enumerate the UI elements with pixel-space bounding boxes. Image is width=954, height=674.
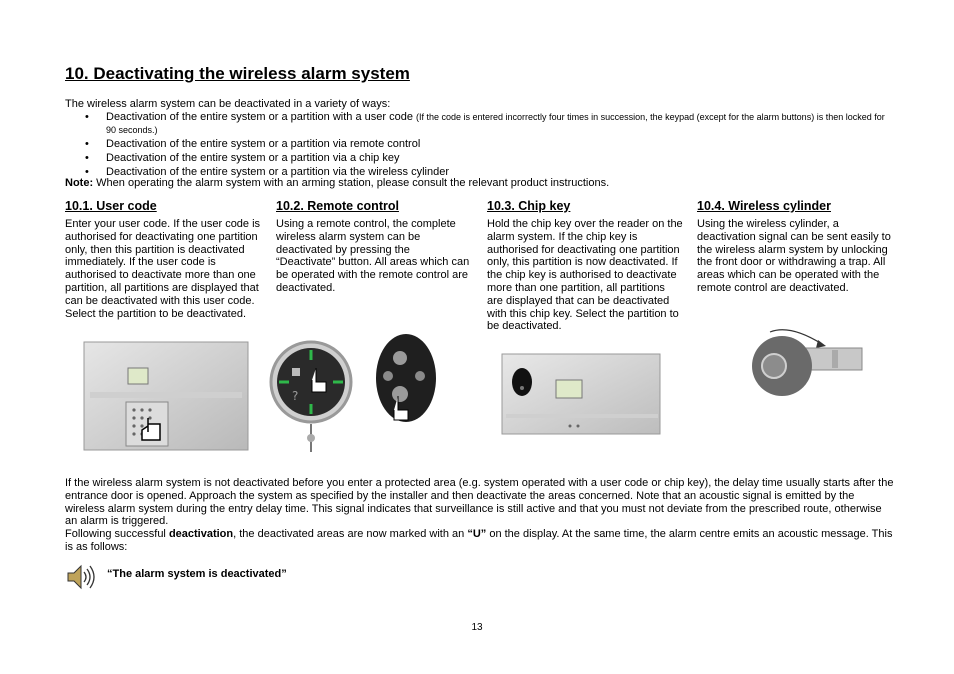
bullet-dot: • <box>85 152 89 164</box>
bold-text: deactivation <box>168 528 234 541</box>
text-span: , the deactivated areas are now marked with an <box>233 528 468 541</box>
list-item <box>65 111 895 137</box>
text-span: on the display. At the same time, the alarm centre emits an acoustic message. This is as follows: <box>65 528 893 553</box>
section-heading: 10.2. Remote control <box>276 199 399 213</box>
deactivation-explanation <box>65 477 895 554</box>
section-chip-key <box>487 199 683 333</box>
list-item <box>65 138 895 151</box>
oval-remote-image <box>370 330 442 426</box>
bullet-text: Deactivation of the entire system or a partition via remote control <box>106 138 421 150</box>
alarm-panel-keypad-image <box>82 340 250 452</box>
bullet-dot: • <box>85 111 89 123</box>
paragraph <box>65 528 895 554</box>
section-heading: 10.3. Chip key <box>487 199 571 213</box>
section-text: Using the wireless cylinder, a deactivation signal can be sent easily to the wireless alarm system by unlocking the front door or withdrawing a trap. All areas which can be operated with the remote control are deactivated. <box>697 218 891 294</box>
section-text: Hold the chip key over the reader on the alarm system. If the chip key is authorised for deactivating one partition only, this partition is now deactivated. If the chip key is authorised to deactivate more than one partition, all partitions are displayed that can be deactivated with this chip key. Select the partition to be deactivated. <box>487 218 683 333</box>
deactivation-methods-list <box>65 111 895 180</box>
note-body: When operating the alarm system with an arming station, please consult the relevant product instructions. <box>93 177 610 189</box>
section-text: Using a remote control, the complete wireless alarm system can be deactivated by pressing the “Deactivate” button. All areas which can be operated with the remote control are deactivated. <box>276 218 470 294</box>
acoustic-message: “The alarm system is deactivated” <box>107 568 287 580</box>
section-heading: 10.4. Wireless cylinder <box>697 199 831 213</box>
page-number: 13 <box>471 622 483 633</box>
chip-key-icon <box>512 368 532 396</box>
bullet-text: Deactivation of the entire system or a partition via the wireless cylinder <box>106 166 449 178</box>
page-title: 10. Deactivating the wireless alarm system <box>65 64 410 83</box>
bullet-text: Deactivation of the entire system or a partition with a user code <box>106 111 416 123</box>
section-remote-control <box>276 199 472 295</box>
list-item <box>65 152 895 165</box>
bullet-dot: • <box>85 138 89 150</box>
section-heading: 10.1. User code <box>65 199 157 213</box>
paragraph: If the wireless alarm system is not deactivated before you enter a protected area (e.g. system operated with a user code or chip key), the delay time usually starts after the entrance door is opened. Approach the system as specified by the installer and then deactivate the areas concerned. Note that an acoustic signal is emitted by the wireless alarm system during the entry delay time. This signal indicates that surveillance is still active and that you must not deviate from the prescribed route, otherwise an alarm is triggered. <box>65 477 894 528</box>
note-text <box>65 177 895 190</box>
section-text: Enter your user code. If the user code is authorised for deactivating one partition only, then this partition is deactivated immediately. If the user code is authorised to deactivate more than one partition, all partitions are displayed that can be deactivated with this user code. Select the partition to be deactivated. <box>65 218 261 320</box>
svg-text:?: ? <box>292 389 299 403</box>
text-span: Following successful <box>65 528 169 541</box>
lock-icon <box>292 368 300 376</box>
note-label: Note: <box>65 177 94 189</box>
intro-text: The wireless alarm system can be deactivated in a variety of ways: <box>65 98 391 110</box>
section-wireless-cylinder <box>697 199 893 295</box>
round-remote-image <box>266 338 356 456</box>
speaker-icon <box>66 562 100 592</box>
bullet-text: Deactivation of the entire system or a partition via a chip key <box>106 152 400 164</box>
chip-key-reader-image <box>500 352 662 436</box>
section-user-code <box>65 199 261 320</box>
bold-text: “U” <box>467 528 487 541</box>
bullet-note: (If the code is entered incorrectly four times in succession, the keypad (except for the alarm buttons) is then locked for 90 seconds.) <box>106 112 885 135</box>
bullet-dot: • <box>85 166 89 178</box>
wireless-cylinder-image <box>748 326 868 404</box>
